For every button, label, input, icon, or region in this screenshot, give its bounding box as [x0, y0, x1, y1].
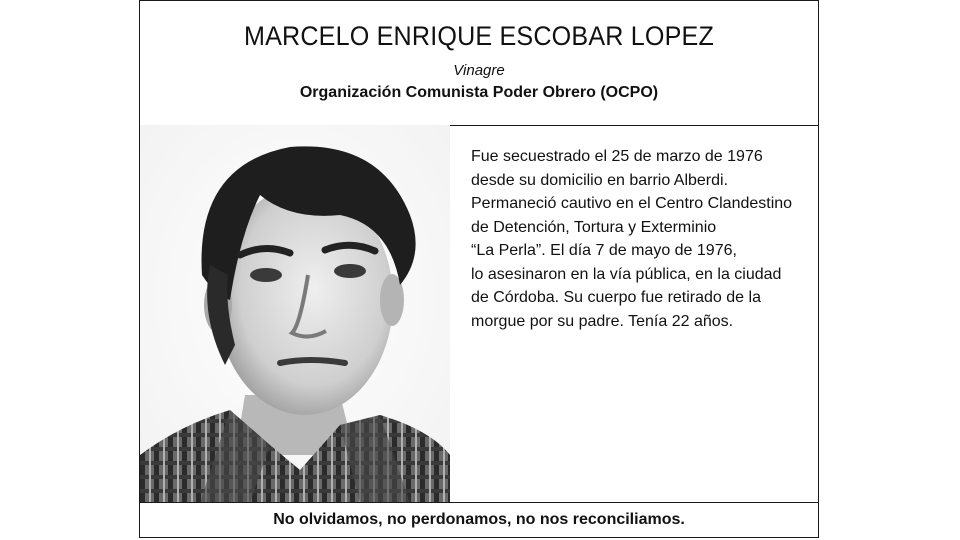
- bio-line: desde su domicilio en barrio Alberdi.: [471, 171, 729, 189]
- bio-line: “La Perla”. El día 7 de mayo de 1976,: [471, 242, 737, 259]
- person-name: MARCELO ENRIQUE ESCOBAR LOPEZ: [243, 21, 715, 51]
- portrait-photo: [140, 125, 450, 503]
- card-header: [140, 1, 818, 126]
- biography-text: [471, 145, 811, 333]
- organization-name: Organización Comunista Poder Obrero (OCPO): [299, 84, 659, 101]
- bio-line: Fue secuestrado el 25 de marzo de 1976: [471, 148, 763, 165]
- bio-line: lo asesinaron en la vía pública, en la ciudad: [471, 265, 782, 283]
- memorial-card: [139, 0, 819, 538]
- footer-slogan: No olvidamos, no perdonamos, no nos reconciliamos.: [140, 502, 818, 537]
- bio-line: de Detención, Tortura y Exterminio: [471, 218, 717, 236]
- bio-line: Permaneció cautivo en el Centro Clandestino: [471, 195, 793, 212]
- person-alias: Vinagre: [453, 62, 505, 79]
- bio-line: morgue por su padre. Tenía 22 años.: [471, 312, 734, 330]
- bio-line: de Córdoba. Su cuerpo fue retirado de la: [471, 289, 761, 306]
